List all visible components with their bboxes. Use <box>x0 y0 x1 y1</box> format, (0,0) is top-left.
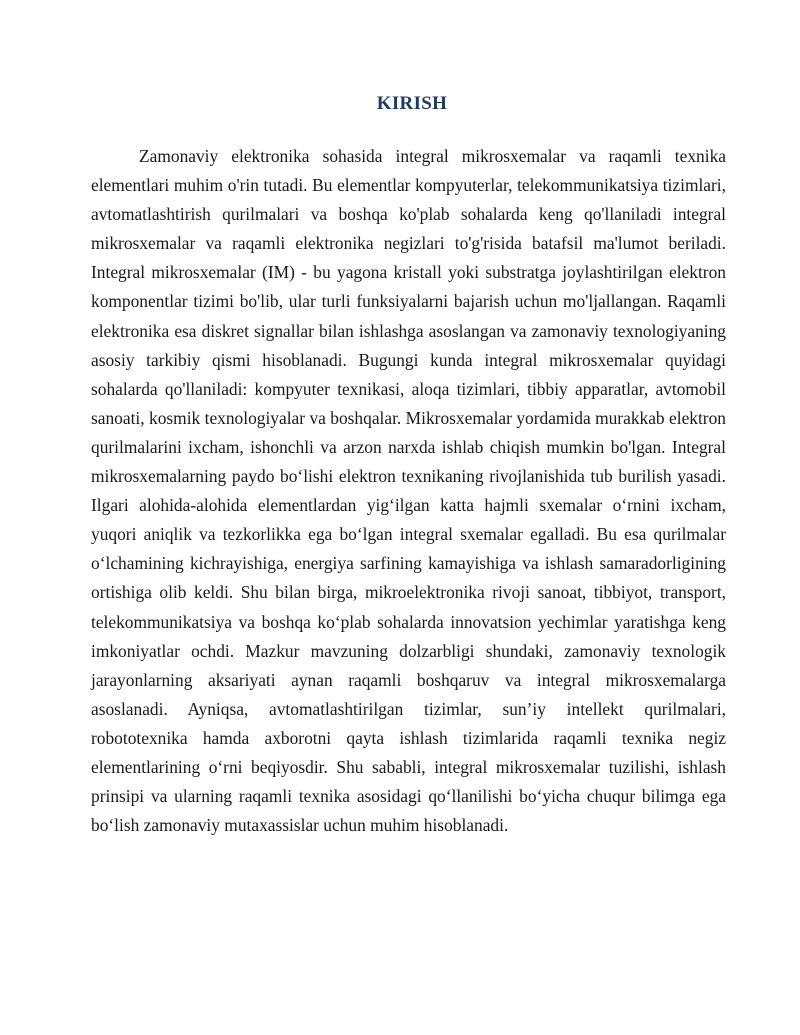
section-title: KIRISH <box>376 93 448 114</box>
body-paragraph: Zamonaviy elektronika sohasida integral mikrosxemalar va raqamli texnika elementlari muhim o'rin tutadi. Bu elementlar kompyuterlar, telekommunikatsiya tizimlari, avtomatlashtirish qurilmalari va boshqa ko'plab sohalarda keng qo'llaniladi integral mikrosxemalar va raqamli elektronika negizlari to'g'risida batafsil ma'lumot beriladi. Integral mikrosxemalar (IM) - bu yagona kristall yoki substratga joylashtirilgan elektron komponentlar tizimi bo'lib, ular turli funksiyalarni bajarish uchun mo'ljallangan. Raqamli elektronika esa diskret signallar bilan ishlashga asoslangan va zamonaviy texnologiyaning asosiy tarkibiy qismi hisoblanadi. Bugungi kunda integral mikrosxemalar quyidagi sohalarda qo'llaniladi: kompyuter texnikasi, aloqa tizimlari, tibbiy apparatlar, avtomobil sanoati, kosmik texnologiyalar va boshqalar. Mikrosxemalar yordamida murakkab elektron qurilmalarini ixcham, ishonchli va arzon narxda ishlab chiqish mumkin bo'lgan. Integral mikrosxemalarning paydo bo‘lishi elektron texnikaning rivojlanishida tub burilish yasadi. Ilgari alohida-alohida elementlardan yig‘ilgan katta hajmli sxemalar o‘rnini ixcham, yuqori aniqlik va tezkorlikka ega bo‘lgan integral sxemalar egalladi. Bu esa qurilmalar o‘lchamining kichrayishiga, energiya sarfining kamayishiga va ishlash samaradorligining ortishiga olib keldi. Shu bilan birga, mikroelektronika rivoji sanoat, tibbiyot, transport, telekommunikatsiya va boshqa ko‘plab sohalarda innovatsion yechimlar yaratishga keng imkoniyatlar ochdi. Mazkur mavzuning dolzarbligi shundaki, zamonaviy texnologik jarayonlarning aksariyati aynan raqamli boshqaruv va integral mikrosxemalarga asoslanadi. Ayniqsa, avtomatlashtirilgan tizimlar, sun’iy intellekt qurilmalari, robototexnika hamda axborotni qayta ishlash tizimlarida raqamli texnika negiz elementlarining o‘rni beqiyosdir. Shu sababli, integral mikrosxemalar tuzilishi, ishlash prinsipi va ularning raqamli texnika asosidagi qo‘llanilishi bo‘yicha chuqur bilimga ega bo‘lish zamonaviy mutaxassislar uchun muhim hisoblanadi. <box>91 146 726 836</box>
